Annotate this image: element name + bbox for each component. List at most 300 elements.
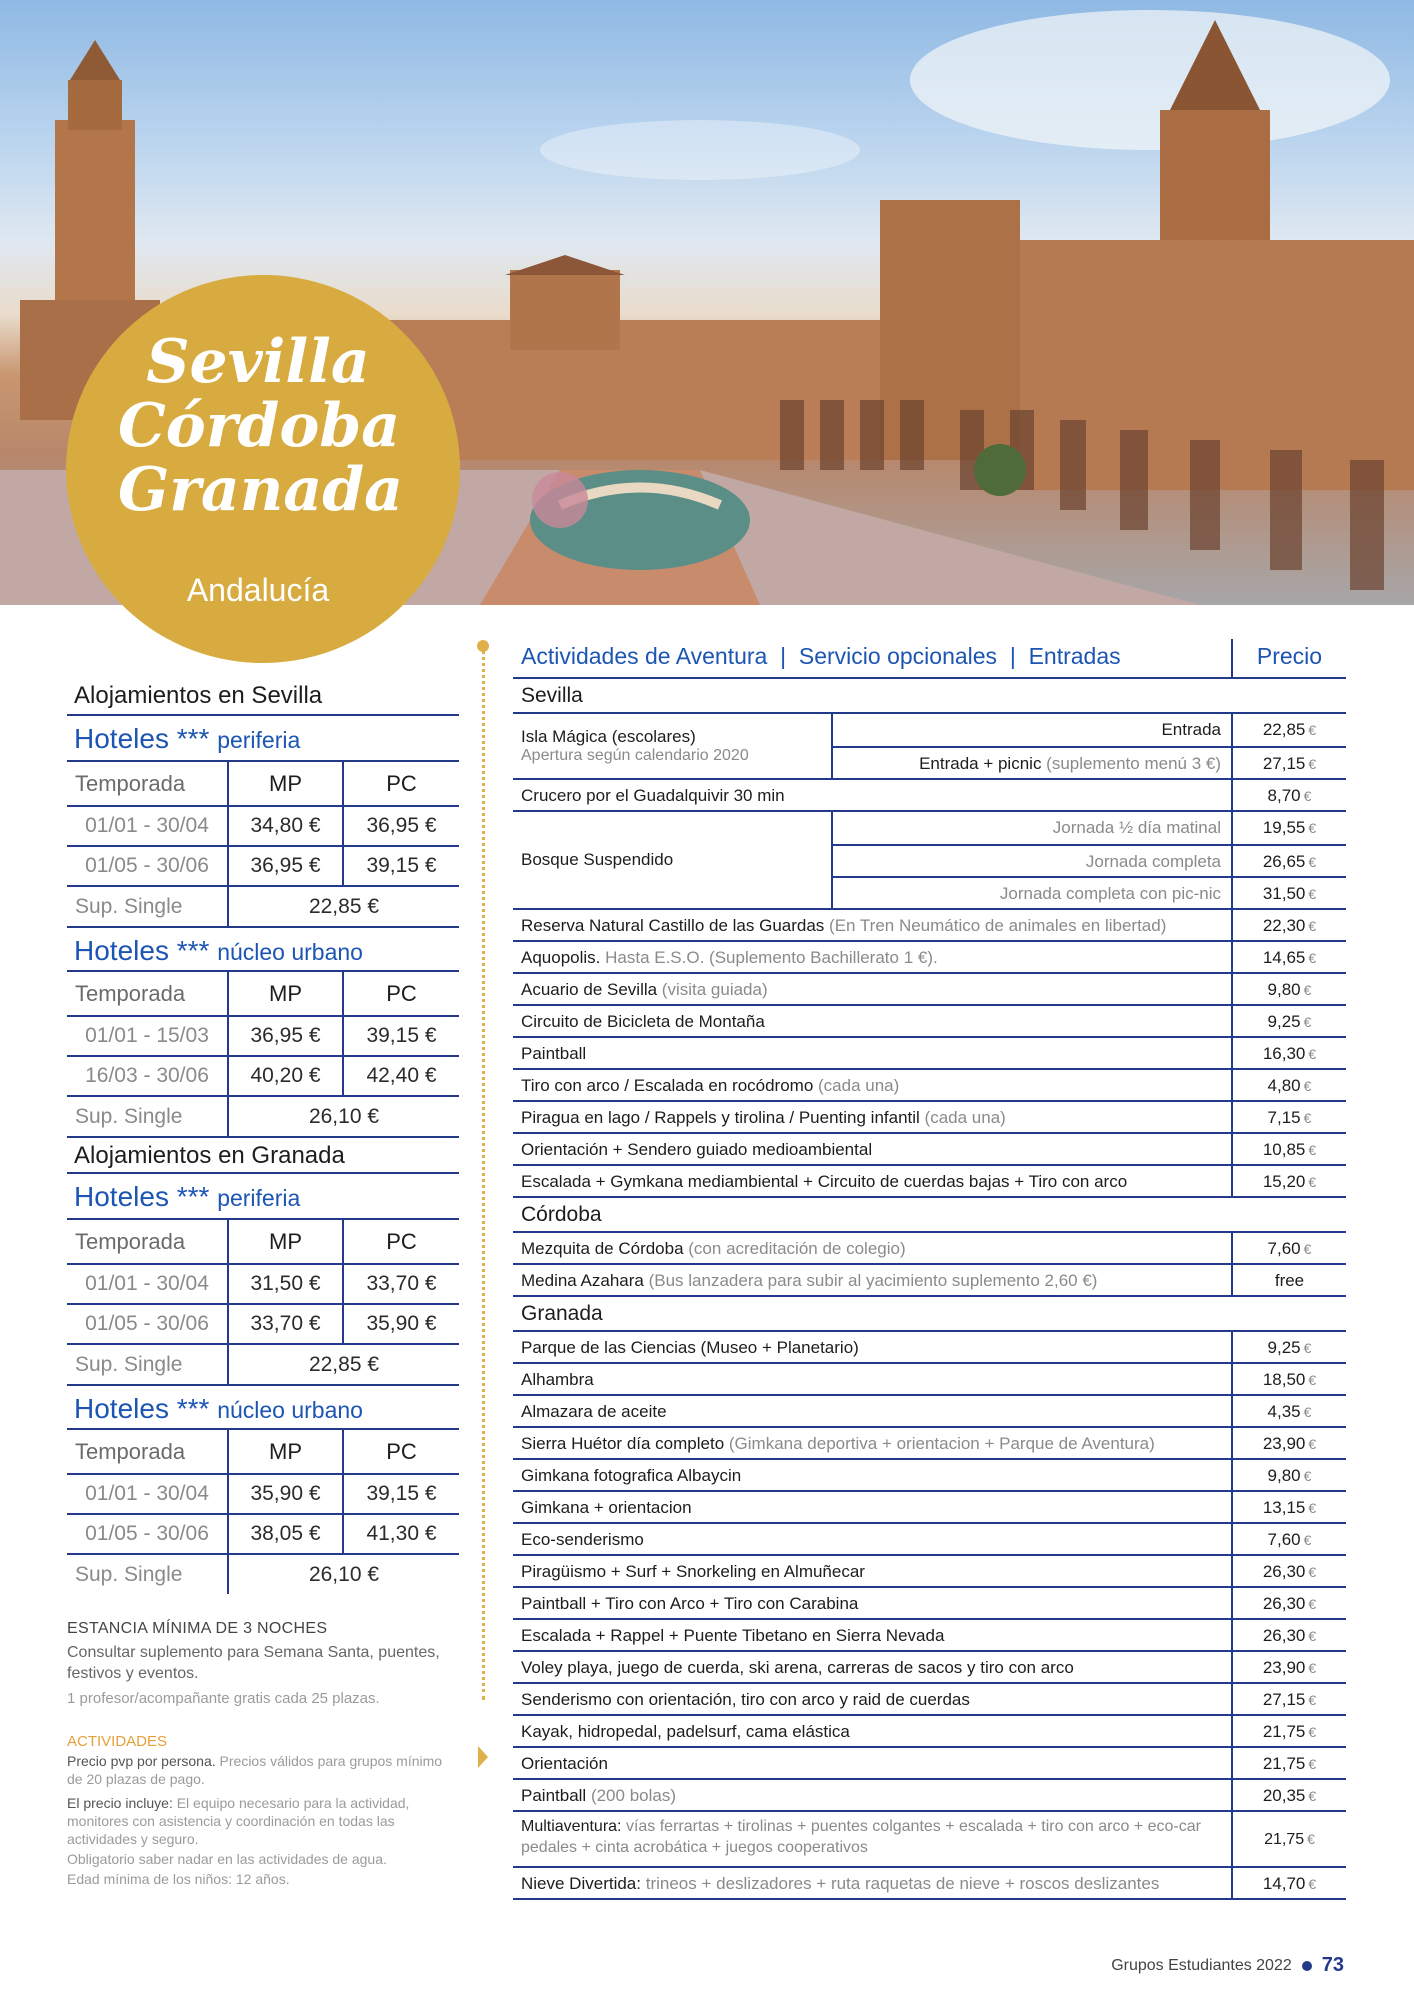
activity-title: Paintball: [521, 1786, 587, 1805]
option-name: Entrada + picnic: [919, 754, 1042, 773]
activity-name: [521, 1233, 1221, 1264]
activity-detail: (200 bolas): [586, 1786, 676, 1805]
price-value: 9,80: [1267, 1466, 1301, 1485]
activity-name: Crucero por el Guadalquivir 30 min: [521, 786, 785, 805]
footer-label: Grupos Estudiantes 2022: [1111, 1956, 1292, 1974]
col-pc: PC: [343, 762, 459, 806]
price-cell: [1231, 1780, 1346, 1810]
activity-title: Eco-senderismo: [521, 1530, 644, 1549]
includes-note: [67, 1794, 459, 1848]
table-header-row: [67, 1220, 459, 1264]
activity-row: [513, 1652, 1346, 1684]
price-cell: [1231, 1588, 1346, 1618]
price-value: 21,75: [1262, 1722, 1306, 1741]
activity-detail: Hasta E.S.O. (Suplemento Bachillerato 1 €).: [600, 948, 938, 967]
single-supplement-row: [67, 1554, 459, 1594]
table-header-row: [67, 972, 459, 1016]
euro-sign: €: [1303, 1241, 1312, 1257]
activities-label: ACTIVIDADES: [67, 1733, 168, 1750]
euro-sign: €: [1308, 886, 1317, 902]
price-value: 19,55: [1262, 818, 1306, 837]
activity-title: Multiaventura:: [521, 1818, 622, 1835]
activity-detail: (En Tren Neumático de animales en libertad): [824, 916, 1167, 935]
option-extra: (suplemento menú 3 €): [1041, 754, 1221, 773]
price-value: 7,60: [1267, 1239, 1301, 1258]
col-pc: PC: [343, 1220, 459, 1264]
pc-price: 36,95 €: [343, 806, 459, 846]
hotel-block-title: Hoteles ***: [74, 1181, 210, 1212]
activity-name: [521, 1134, 1221, 1165]
teacher-free-note: 1 profesor/acompañante gratis cada 25 plazas.: [67, 1690, 380, 1707]
activity-title: Voley playa, juego de cuerda, ski arena, carreras de sacos y tiro con arco: [521, 1658, 1074, 1677]
bosque-option: [831, 844, 1346, 876]
activity-row: [513, 780, 1346, 812]
price-cell: [1231, 1460, 1346, 1490]
activity-name: [521, 974, 1221, 1005]
price-value: 18,50: [1262, 1370, 1306, 1389]
activity-name: [521, 1428, 1221, 1459]
activity-row: [513, 1716, 1346, 1748]
mp-price: 35,90 €: [228, 1474, 343, 1514]
price-cell: [1231, 812, 1346, 844]
price-cell: [1231, 1134, 1346, 1164]
euro-sign: €: [1308, 918, 1317, 934]
euro-sign: €: [1303, 788, 1312, 804]
table-row: [67, 1304, 459, 1344]
option-label: [919, 748, 1229, 779]
activity-row: [513, 1460, 1346, 1492]
activity-title: Tiro con arco / Escalada en rocódromo: [521, 1076, 814, 1095]
euro-sign: €: [1307, 1831, 1315, 1847]
activity-row: [513, 974, 1346, 1006]
multiaventura-row: [513, 1812, 1346, 1868]
price-cell: [1231, 910, 1346, 940]
hotel-block-subtitle: periferia: [217, 1185, 301, 1211]
single-supplement-price: 22,85 €: [228, 1344, 459, 1384]
price-value: 21,75: [1264, 1831, 1305, 1848]
activity-title: Orientación: [521, 1754, 608, 1773]
option-label: [1161, 714, 1229, 745]
price-cell: [1231, 1716, 1346, 1746]
price-cell: [1231, 878, 1346, 908]
activities-table: [513, 639, 1346, 1900]
single-supplement-price: 22,85 €: [228, 886, 459, 926]
euro-sign: €: [1308, 1500, 1317, 1516]
price-value: 23,90: [1262, 1434, 1306, 1453]
badge-title-sevilla: Sevilla: [146, 327, 370, 397]
activity-detail: (visita guiada): [657, 980, 768, 999]
season-cell: 01/01 - 30/04: [67, 806, 228, 846]
activity-name: [521, 1816, 1226, 1858]
conditions-notes: [67, 1620, 459, 1888]
activity-name: [521, 1265, 1221, 1296]
activity-title: Gimkana fotografica Albaycin: [521, 1466, 742, 1485]
table-row: [67, 1514, 459, 1554]
season-cell: 01/01 - 15/03: [67, 1016, 228, 1056]
activities-table-header: [513, 639, 1346, 679]
nieve-divertida-row: [513, 1868, 1346, 1900]
section-sevilla: Sevilla: [513, 679, 1346, 714]
option-label: Jornada completa: [1085, 852, 1221, 871]
mp-price: 33,70 €: [228, 1304, 343, 1344]
euro-sign: €: [1303, 1110, 1312, 1126]
price-cell: [1231, 748, 1346, 778]
euro-sign: €: [1308, 1436, 1317, 1452]
single-supplement-price: 26,10 €: [228, 1096, 459, 1136]
single-supplement-label: Sup. Single: [75, 1352, 183, 1376]
option-label: Jornada ½ día matinal: [1052, 818, 1221, 837]
price-cell: [1231, 1332, 1346, 1362]
bosque-option: [831, 876, 1346, 908]
price-value: 14,65: [1262, 948, 1306, 967]
euro-sign: €: [1308, 1372, 1317, 1388]
single-supplement-row: [67, 1096, 459, 1136]
activity-detail: (con acreditación de colegio): [683, 1239, 906, 1258]
activity-name: [521, 1038, 1221, 1069]
table-row: [67, 846, 459, 886]
price-value: 26,30: [1262, 1626, 1306, 1645]
mp-price: 31,50 €: [228, 1264, 343, 1304]
price-value: 15,20: [1262, 1172, 1306, 1191]
activity-row: [513, 1588, 1346, 1620]
price-value: 7,15: [1267, 1108, 1301, 1127]
activity-name: [521, 1006, 1221, 1037]
mp-price: 36,95 €: [228, 1016, 343, 1056]
sevilla-accommodation-heading: Alojamientos en Sevilla: [67, 678, 459, 716]
mp-price: 36,95 €: [228, 846, 343, 886]
euro-sign: €: [1308, 1174, 1317, 1190]
isla-magica-option: [831, 746, 1346, 778]
activity-title: Aquopolis.: [521, 948, 601, 967]
activity-name: [521, 1070, 1221, 1101]
activity-name: [521, 1396, 1221, 1427]
activity-name: [521, 1524, 1221, 1555]
euro-sign: €: [1303, 1078, 1312, 1094]
col-pc: PC: [343, 972, 459, 1016]
euro-sign: €: [1303, 1532, 1312, 1548]
activity-title: Parque de las Ciencias (Museo + Planetario): [521, 1338, 859, 1357]
activity-title: Senderismo con orientación, tiro con arco y raid de cuerdas: [521, 1690, 970, 1709]
activity-row: [513, 1684, 1346, 1716]
hotel-block-subtitle: periferia: [217, 727, 301, 753]
activity-row: [513, 1102, 1346, 1134]
price-value: 9,80: [1267, 980, 1301, 999]
price-cell: [1231, 1652, 1346, 1682]
hotel-block-heading: [67, 1384, 459, 1430]
price-value: 10,85: [1262, 1140, 1306, 1159]
isla-magica-label: [513, 714, 831, 778]
hotel-price-table: [67, 1430, 459, 1594]
col-mp: MP: [228, 1430, 343, 1474]
minimum-stay-note: ESTANCIA MÍNIMA DE 3 NOCHES: [67, 1620, 328, 1637]
divider-arrow-icon: [478, 1746, 488, 1768]
price-value: 23,90: [1262, 1658, 1306, 1677]
activity-title: Kayak, hidropedal, padelsurf, cama elástica: [521, 1722, 850, 1741]
activity-row: [513, 1492, 1346, 1524]
price-cell: [1231, 1748, 1346, 1778]
activity-detail: (Gimkana deportiva + orientacion + Parque de Aventura): [724, 1434, 1155, 1453]
activity-row: [513, 1364, 1346, 1396]
euro-sign: €: [1303, 1014, 1312, 1030]
badge-title-granada: Granada: [118, 455, 404, 525]
activities-header-title: Actividades de Aventura | Servicio opcionales | Entradas: [521, 643, 1121, 669]
pc-price: 41,30 €: [343, 1514, 459, 1554]
activity-row: [513, 1006, 1346, 1038]
price-note-label: Precio pvp por persona.: [67, 1753, 216, 1769]
season-cell: 01/01 - 30/04: [67, 1264, 228, 1304]
activity-name: [521, 1868, 1221, 1899]
activity-title: Piragüismo + Surf + Snorkeling en Almuñecar: [521, 1562, 865, 1581]
dotted-divider: [482, 650, 485, 1700]
price-cell: [1231, 1364, 1346, 1394]
granada-accommodation-heading: Alojamientos en Granada: [67, 1136, 459, 1174]
activity-row: [513, 1428, 1346, 1460]
table-row: [67, 1264, 459, 1304]
activity-name: [521, 1652, 1221, 1683]
activity-name: [521, 1460, 1221, 1491]
price-cell: [1231, 942, 1346, 972]
activity-title: Circuito de Bicicleta de Montaña: [521, 1012, 765, 1031]
activity-title: Mezquita de Córdoba: [521, 1239, 684, 1258]
activity-name: [521, 910, 1221, 941]
table-row: [67, 806, 459, 846]
single-supplement-row: [67, 1344, 459, 1384]
activity-name: [521, 1780, 1221, 1811]
euro-sign: €: [1308, 820, 1317, 836]
pc-price: 42,40 €: [343, 1056, 459, 1096]
pc-price: 33,70 €: [343, 1264, 459, 1304]
pc-price: 39,15 €: [343, 1016, 459, 1056]
price-cell: [1231, 846, 1346, 876]
season-cell: 01/05 - 30/06: [67, 1514, 228, 1554]
single-supplement-label: Sup. Single: [75, 894, 183, 918]
hotel-block-heading: [67, 716, 459, 762]
hotel-block-heading: [67, 926, 459, 972]
activity-row: [513, 1332, 1346, 1364]
season-cell: 01/05 - 30/06: [67, 1304, 228, 1344]
activity-name: [521, 1492, 1221, 1523]
col-mp: MP: [228, 972, 343, 1016]
hotel-price-table: [67, 762, 459, 926]
price-cell: [1231, 1102, 1346, 1132]
price-value: 22,30: [1262, 916, 1306, 935]
activity-title: Escalada + Gymkana mediambiental + Circuito de cuerdas bajas + Tiro con arco: [521, 1172, 1128, 1191]
hotel-block-title: Hoteles ***: [74, 935, 210, 966]
table-row: [67, 1016, 459, 1056]
activity-name: [521, 1588, 1221, 1619]
euro-sign: €: [1308, 1046, 1317, 1062]
hotel-block-heading: [67, 1174, 459, 1220]
price-value: 13,15: [1262, 1498, 1306, 1517]
table-row: [67, 1056, 459, 1096]
price-cell: [1231, 1396, 1346, 1426]
col-mp: MP: [228, 762, 343, 806]
activity-title: Paintball: [521, 1044, 587, 1063]
activity-title: Medina Azahara: [521, 1271, 644, 1290]
activity-row: [513, 1134, 1346, 1166]
hotel-block-title: Hoteles ***: [74, 723, 210, 754]
activity-row: [513, 910, 1346, 942]
activity-row: [513, 1780, 1346, 1812]
accommodation-column: [67, 678, 459, 1594]
activity-title: Gimkana + orientacion: [521, 1498, 692, 1517]
page-number: 73: [1321, 1954, 1344, 1976]
supplement-note: Consultar suplemento para Semana Santa, puentes, festivos y eventos.: [67, 1644, 440, 1682]
activity-name: [521, 1684, 1221, 1715]
price-cell: [1231, 714, 1346, 746]
activity-name: [521, 1620, 1221, 1651]
table-header-row: [67, 1430, 459, 1474]
col-season: Temporada: [67, 1220, 228, 1264]
activity-detail: (cada una): [813, 1076, 900, 1095]
price-cell: [1231, 1006, 1346, 1036]
price-value: 16,30: [1262, 1044, 1306, 1063]
age-note: Edad mínima de los niños: 12 años.: [67, 1871, 290, 1887]
activity-name: [521, 1102, 1221, 1133]
euro-sign: €: [1308, 1692, 1317, 1708]
price-value: free: [1274, 1271, 1305, 1290]
activity-title: Piragua en lago / Rappels y tirolina / Puenting infantil: [521, 1108, 920, 1127]
hotel-price-table: [67, 1220, 459, 1384]
mp-price: 40,20 €: [228, 1056, 343, 1096]
euro-sign: €: [1303, 1340, 1312, 1356]
euro-sign: €: [1308, 1876, 1317, 1892]
activity-name: [521, 1716, 1221, 1747]
mp-price: 34,80 €: [228, 806, 343, 846]
price-cell: [1231, 974, 1346, 1004]
col-season: Temporada: [67, 972, 228, 1016]
activity-title: Alhambra: [521, 1370, 594, 1389]
activity-row: [513, 1070, 1346, 1102]
bosque-option: [831, 812, 1346, 844]
price-value: 4,35: [1267, 1402, 1301, 1421]
table-row: [67, 1474, 459, 1514]
option-name: Entrada: [1161, 720, 1221, 739]
includes-note-label: El precio incluye:: [67, 1795, 173, 1811]
activity-title: Paintball + Tiro con Arco + Tiro con Carabina: [521, 1594, 859, 1613]
price-note: [67, 1752, 459, 1788]
option-label: Jornada completa con pic-nic: [999, 884, 1221, 903]
price-cell: [1231, 1233, 1346, 1263]
price-value: 26,30: [1262, 1594, 1306, 1613]
price-value: 22,85: [1262, 720, 1306, 739]
activity-name: [521, 1332, 1221, 1363]
activity-name: [521, 1364, 1221, 1395]
bosque-suspendido-label: [513, 812, 831, 908]
activity-title: Sierra Huétor día completo: [521, 1434, 725, 1453]
price-value: 8,70: [1267, 786, 1301, 805]
price-cell: [1231, 1070, 1346, 1100]
activity-name: [521, 1556, 1221, 1587]
single-supplement-row: [67, 886, 459, 926]
price-cell: [1231, 1265, 1346, 1295]
activity-row: [513, 1748, 1346, 1780]
price-cell: [1231, 1684, 1346, 1714]
price-cell: [1231, 1620, 1346, 1650]
euro-sign: €: [1308, 1628, 1317, 1644]
single-supplement-label: Sup. Single: [75, 1562, 183, 1586]
activity-row: [513, 1233, 1346, 1265]
page-footer: [1111, 1954, 1344, 1977]
swim-note: Obligatorio saber nadar en las actividades de agua.: [67, 1851, 387, 1867]
isla-magica-option: [831, 714, 1346, 746]
pc-price: 39,15 €: [343, 846, 459, 886]
euro-sign: €: [1308, 756, 1317, 772]
price-value: 14,70: [1262, 1874, 1306, 1893]
activity-row: [513, 1524, 1346, 1556]
activity-row: [513, 1620, 1346, 1652]
activity-row: [513, 942, 1346, 974]
isla-magica-name: Isla Mágica (escolares): [521, 727, 696, 746]
activity-title: Nieve Divertida:: [521, 1874, 641, 1893]
pc-price: 35,90 €: [343, 1304, 459, 1344]
price-cell: [1231, 1492, 1346, 1522]
price-cell: [1231, 1038, 1346, 1068]
activity-name: [521, 1166, 1221, 1197]
section-cordoba: Córdoba: [513, 1198, 1346, 1233]
price-cell: [1231, 1524, 1346, 1554]
granada-activity-rows: [513, 1332, 1346, 1812]
activity-name: [521, 1748, 1221, 1779]
euro-sign: €: [1308, 1724, 1317, 1740]
includes-note-text: El equipo necesario para la actividad, monitores con asistencia y coordinación en todas las actividades y seguro.: [67, 1795, 410, 1847]
isla-magica-group: [513, 714, 1346, 780]
activity-row: [513, 1166, 1346, 1198]
badge-title: [118, 327, 404, 525]
cordoba-activity-rows: [513, 1233, 1346, 1297]
price-header: Precio: [1231, 639, 1346, 677]
price-value: 9,25: [1267, 1012, 1301, 1031]
euro-sign: €: [1308, 1564, 1317, 1580]
col-pc: PC: [343, 1430, 459, 1474]
activity-title: Almazara de aceite: [521, 1402, 667, 1421]
single-supplement-price: 26,10 €: [228, 1554, 459, 1594]
bosque-suspendido-group: [513, 812, 1346, 910]
price-note-text: Precios válidos para grupos mínimo de 20 plazas de pago.: [67, 1753, 443, 1787]
price-value: 7,60: [1267, 1530, 1301, 1549]
badge-title-cordoba: Córdoba: [118, 391, 401, 461]
activity-detail: trineos + deslizadores + ruta raquetas de nieve + roscos deslizantes: [641, 1874, 1160, 1893]
euro-sign: €: [1308, 950, 1317, 966]
price-value: 27,15: [1262, 754, 1306, 773]
activity-title: Escalada + Rappel + Puente Tibetano en Sierra Nevada: [521, 1626, 945, 1645]
euro-sign: €: [1303, 1404, 1312, 1420]
price-cell: [1231, 1166, 1346, 1196]
season-cell: 16/03 - 30/06: [67, 1056, 228, 1096]
col-mp: MP: [228, 1220, 343, 1264]
season-cell: 01/01 - 30/04: [67, 1474, 228, 1514]
price-value: 4,80: [1267, 1076, 1301, 1095]
activity-detail: (Bus lanzadera para subir al yacimiento suplemento 2,60 €): [643, 1271, 1098, 1290]
pc-price: 39,15 €: [343, 1474, 459, 1514]
activity-row: [513, 1038, 1346, 1070]
price-value: 31,50: [1262, 884, 1306, 903]
euro-sign: €: [1308, 854, 1317, 870]
isla-magica-note: Apertura según calendario 2020: [521, 747, 749, 764]
price-value: 27,15: [1262, 1690, 1306, 1709]
sevilla-activity-rows: [513, 910, 1346, 1198]
mp-price: 38,05 €: [228, 1514, 343, 1554]
euro-sign: €: [1308, 1142, 1317, 1158]
price-value: 20,35: [1262, 1786, 1306, 1805]
price-value: 21,75: [1262, 1754, 1306, 1773]
activity-title: Reserva Natural Castillo de las Guardas: [521, 916, 825, 935]
price-cell: [1231, 1556, 1346, 1586]
season-cell: 01/05 - 30/06: [67, 846, 228, 886]
activity-row: [513, 1556, 1346, 1588]
price-cell: [1231, 1428, 1346, 1458]
price-cell: [1231, 1812, 1346, 1866]
